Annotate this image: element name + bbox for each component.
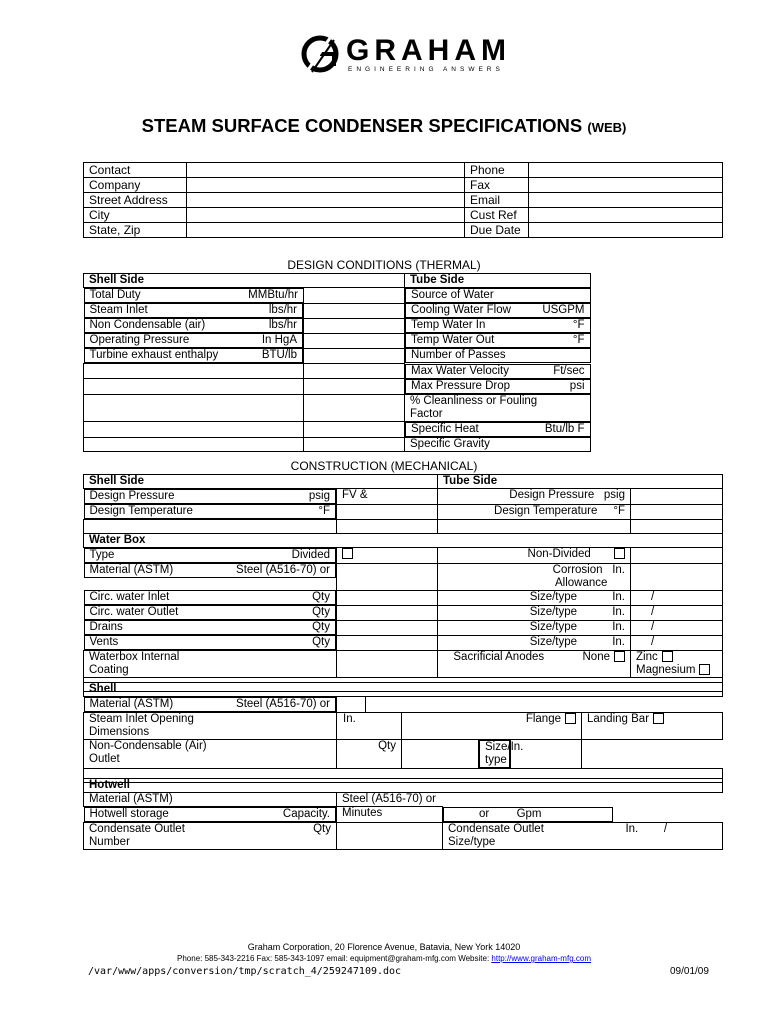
hotwell-material-value[interactable]: Steel (A516-70) or <box>337 793 723 807</box>
landing-bar-checkbox[interactable] <box>653 713 664 724</box>
tube-row: Temp Water In °F <box>405 318 591 333</box>
construction-hotwell-table <box>83 778 723 850</box>
contact-value-right[interactable] <box>529 193 723 208</box>
shell-material-rest[interactable] <box>366 697 723 713</box>
contact-row <box>84 208 723 223</box>
footer-address: Graham Corporation, 20 Florence Avenue, Batavia, New York 14020 <box>247 942 521 952</box>
none-checkbox[interactable] <box>614 651 625 662</box>
material-row: Material (ASTM) Steel (A516-70) or <box>84 563 337 578</box>
tube-row: Max Pressure Drop psi <box>405 379 591 394</box>
corrosion-value[interactable] <box>631 563 723 590</box>
shell-value[interactable] <box>304 437 405 451</box>
tube-row: Specific Heat Btu/lb F <box>405 422 591 437</box>
tube-row: Max Water Velocity Ft/sec <box>405 364 591 379</box>
design-shell-side-head: Shell Side <box>84 274 405 288</box>
contact-label-right: Phone <box>465 163 529 178</box>
tube-row: Source of Water <box>405 288 591 303</box>
shell-value[interactable] <box>304 318 405 333</box>
non-cond-label: Non-Condensable (Air) Outlet <box>84 740 337 769</box>
divided-checkbox-cell[interactable] <box>337 548 438 564</box>
steam-inlet-in: In. <box>337 713 402 740</box>
contact-value-right[interactable] <box>529 208 723 223</box>
contact-value[interactable] <box>187 193 465 208</box>
contact-value-right[interactable] <box>529 163 723 178</box>
shell-value[interactable] <box>304 288 405 304</box>
design-pressure-label: Design Pressure psig <box>84 489 337 504</box>
tube-row: Number of Passes <box>405 348 591 363</box>
circ-outlet-size: Size/type In. <box>438 605 631 620</box>
divided-checkbox[interactable] <box>342 548 353 559</box>
contact-value-right[interactable] <box>529 223 723 238</box>
shell-material-value[interactable] <box>337 697 366 713</box>
shell-empty[interactable] <box>84 421 304 437</box>
construction-shell-table <box>83 682 723 783</box>
shell-value[interactable] <box>304 333 405 348</box>
cond-outlet-label: Condensate Outlet Qty Number <box>84 823 337 850</box>
circ-inlet-slash[interactable]: / <box>631 590 723 605</box>
steam-inlet-label: Steam Inlet Opening Dimensions <box>84 713 337 740</box>
shell-head: Shell <box>84 683 723 697</box>
material-value[interactable] <box>337 563 438 590</box>
contact-label: Contact <box>84 163 187 178</box>
drains-qty[interactable] <box>337 620 438 635</box>
anode-options: Zinc Magnesium <box>631 651 723 678</box>
shell-empty[interactable] <box>84 394 304 421</box>
hotwell-storage-row: Hotwell storage Capacity. <box>84 807 337 822</box>
tube-temp-value[interactable] <box>631 504 723 520</box>
graham-g-icon <box>300 32 344 76</box>
contact-value[interactable] <box>187 223 465 238</box>
shell-empty[interactable] <box>84 437 304 451</box>
hotwell-head: Hotwell <box>84 779 723 793</box>
contact-label: Street Address <box>84 193 187 208</box>
contact-row <box>84 193 723 208</box>
shell-value[interactable] <box>304 394 405 421</box>
contact-row <box>84 223 723 238</box>
cond-outlet-qty[interactable] <box>337 823 443 850</box>
non-cond-qty-value[interactable] <box>402 740 479 769</box>
construction-table-top <box>83 474 723 692</box>
design-conditions-table <box>83 273 591 452</box>
circ-outlet-row: Circ. water Outlet Qty <box>84 605 337 620</box>
shell-value[interactable] <box>304 421 405 437</box>
shell-row: Operating Pressure In HgA <box>84 333 304 348</box>
tube-design-temp-label: Design Temperature °F <box>438 504 631 520</box>
blank-cell <box>337 520 438 534</box>
contact-label-right: Email <box>465 193 529 208</box>
cond-outlet-size: Condensate Outlet In. / Size/type <box>443 823 723 850</box>
file-path: /var/www/apps/conversion/tmp/scratch_4/259247109.doc <box>88 966 402 977</box>
shell-value[interactable] <box>304 303 405 318</box>
gpm-row: or Gpm <box>443 807 613 822</box>
corrosion-label: Corrosion In. Allowance <box>438 563 631 590</box>
minutes-label: Minutes <box>337 807 443 823</box>
tube-pressure-value[interactable] <box>631 489 723 505</box>
contact-value[interactable] <box>187 178 465 193</box>
magnesium-checkbox[interactable] <box>699 664 710 675</box>
landing-bar-label: Landing Bar <box>582 713 723 740</box>
circ-inlet-qty[interactable] <box>337 590 438 605</box>
vents-row: Vents Qty <box>84 635 337 650</box>
shell-value[interactable] <box>304 379 405 395</box>
document-date: 09/01/09 <box>670 966 709 977</box>
shell-side-head: Shell Side <box>84 475 438 489</box>
page-title <box>0 115 768 137</box>
contact-row <box>84 163 723 178</box>
sacrificial-anodes-label: Sacrificial Anodes None <box>438 651 631 678</box>
non-cond-qty: Qty <box>337 740 402 769</box>
design-conditions-heading: DESIGN CONDITIONS (THERMAL) <box>287 258 481 272</box>
tube-side-head: Tube Side <box>438 475 723 489</box>
design-tube-side-head: Tube Side <box>405 274 591 288</box>
blank-cell <box>84 520 337 534</box>
shell-temp-value[interactable] <box>337 504 438 520</box>
contact-label: Company <box>84 178 187 193</box>
vents-qty[interactable] <box>337 635 438 651</box>
blank-cell <box>438 520 631 534</box>
graham-logo <box>300 30 510 80</box>
shell-empty[interactable] <box>84 379 304 395</box>
contact-label-right: Fax <box>465 178 529 193</box>
shell-row: Steam Inlet lbs/hr <box>84 303 304 318</box>
construction-heading: CONSTRUCTION (MECHANICAL) <box>290 459 478 473</box>
contact-value[interactable] <box>187 163 465 178</box>
circ-outlet-qty[interactable] <box>337 605 438 620</box>
vents-size: Size/type In. <box>438 635 631 651</box>
flange-label: Flange <box>402 713 582 740</box>
contact-table <box>83 162 723 238</box>
shell-value[interactable] <box>304 364 405 379</box>
waterbox-internal-label: Waterbox Internal Coating <box>84 651 337 678</box>
title-main: STEAM SURFACE CONDENSER SPECIFICATIONS <box>141 115 583 136</box>
coating-value[interactable] <box>337 651 438 678</box>
shell-value[interactable] <box>304 348 405 364</box>
website-link[interactable]: http://www.graham-mfg.com <box>491 954 591 963</box>
contact-value-right[interactable] <box>529 178 723 193</box>
circ-outlet-slash[interactable]: / <box>631 605 723 620</box>
design-temp-label: Design Temperature °F <box>84 504 337 519</box>
title-suffix: (WEB) <box>587 120 627 135</box>
hotwell-material-label: Material (ASTM) <box>84 793 337 807</box>
circ-inlet-size: Size/type In. <box>438 590 631 605</box>
contact-label-right: Due Date <box>465 223 529 238</box>
drains-slash[interactable]: / <box>631 620 723 635</box>
shell-row: Non Condensable (air) lbs/hr <box>84 318 304 333</box>
water-box-head: Water Box <box>84 534 723 548</box>
tube-row: Cooling Water Flow USGPM <box>405 303 591 318</box>
shell-row: Turbine exhaust enthalpy BTU/lb <box>84 348 304 363</box>
flange-checkbox[interactable] <box>565 713 576 724</box>
tube-design-pressure-label: Design Pressure psig <box>438 489 631 505</box>
tube-row: Specific Gravity <box>405 437 591 451</box>
shell-empty[interactable] <box>84 364 304 379</box>
non-divided-label: Non-Divided <box>438 548 631 564</box>
circ-inlet-row: Circ. water Inlet Qty <box>84 590 337 605</box>
non-divided-checkbox[interactable] <box>614 548 625 559</box>
fv-field[interactable]: FV & <box>337 489 438 505</box>
contact-label: State, Zip <box>84 223 187 238</box>
shell-row: Total Duty MMBtu/hr <box>84 288 304 303</box>
footer-contact: Phone: 585-343-2216 Fax: 585-343-1097 email: equipment@graham-mfg.com Website: http://www.graham-mfg.com <box>177 954 591 963</box>
blank-cell <box>631 520 723 534</box>
contact-row <box>84 178 723 193</box>
vents-slash[interactable]: / <box>631 635 723 651</box>
type-label: Type Divided <box>84 548 337 563</box>
tube-row: % Cleanliness or Fouling Factor <box>405 394 591 421</box>
drains-size: Size/type In. <box>438 620 631 635</box>
non-cond-size: Size/ type In. <box>479 740 510 768</box>
zinc-checkbox[interactable] <box>662 651 673 662</box>
contact-label-right: Cust Ref <box>465 208 529 223</box>
drains-row: Drains Qty <box>84 620 337 635</box>
contact-value[interactable] <box>187 208 465 223</box>
non-divided-value <box>631 548 723 564</box>
logo-wordmark: GRAHAM <box>346 34 511 67</box>
logo-tagline: ENGINEERING ANSWERS <box>348 66 504 73</box>
tube-row: Temp Water Out °F <box>405 333 591 348</box>
shell-material-row: Material (ASTM) Steel (A516-70) or <box>84 697 337 712</box>
contact-label: City <box>84 208 187 223</box>
